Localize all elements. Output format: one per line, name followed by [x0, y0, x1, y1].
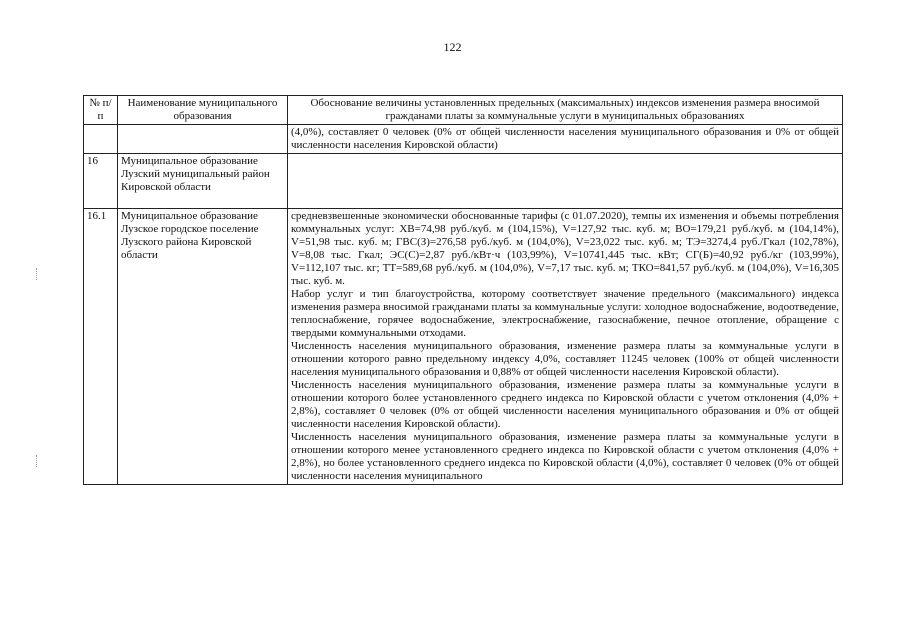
margin-mark — [36, 455, 43, 467]
table-row — [84, 209, 843, 485]
row-number: 16.1 — [84, 209, 118, 485]
row-number — [84, 125, 118, 154]
tariff-table — [83, 95, 843, 485]
justification-text — [288, 209, 843, 485]
table-body — [84, 125, 843, 485]
municipality-name — [118, 125, 288, 154]
justification-paragraph: Численность населения муниципального образования, изменение размера платы за коммунальные услуги в отношении которого более установленного среднего индекса по Кировской области с учетом отклонения (4,0% + 2,8%), составляет 0 человек (0% от общей численности населения муниципального образования и 0% от общей численности населения Кировской области). — [291, 379, 839, 430]
table-row — [84, 125, 843, 154]
justification-paragraph: Численность населения муниципального образования, изменение размера платы за коммунальные услуги в отношении которого равно предельному индексу 4,0%, составляет 11245 человек (100% от общей численности населения муниципального образования и 0,88% от общей численности населения Кировской области). — [291, 340, 839, 378]
justification-text — [288, 125, 843, 154]
municipality-name: Муниципальное образование Лузское городское поселение Лузского района Кировской области — [118, 209, 288, 485]
page-number: 122 — [443, 40, 462, 54]
margin-mark — [36, 268, 43, 280]
justification-paragraph: Численность населения муниципального образования, изменение размера платы за коммунальные услуги в отношении которого менее установленного среднего индекса по Кировской области с учетом отклонения (4,0% + 2,8%), но более установленного среднего индекса по Кировской области (4,0%), составляет 0 человек (0% от общей численности населения муниципального — [291, 431, 839, 482]
municipality-name: Муниципальное образование Лузский муниципальный район Кировской области — [118, 154, 288, 209]
row-number: 16 — [84, 154, 118, 209]
justification-paragraph: средневзвешенные экономически обоснованные тарифы (с 01.07.2020), темпы их изменения и объемы потребления коммунальных услуг: ХВ=74,98 руб./куб. м (104,15%), V=127,92 тыс. куб. м; ВО=179,21 руб./куб. м (104,14%), V=51,98 тыс. куб. м; ГВС(З)=276,58 руб./куб. м (104,0%), V=23,022 тыс. куб. м; ТЭ=3274,4 руб./Гкал (102,78%), V=8,08 тыс. Гкал; ЭС(С)=2,87 руб./кВт·ч (103,99%), V=10741,445 тыс. кВт; СГ(Б)=40,92 руб./кг (103,99%), V=112,107 тыс. кг; ТТ=589,68 руб./куб. м (104,0%), V=7,17 тыс. куб. м; ТКО=841,57 руб./куб. м (104,0%), V=16,305 тыс. куб. м. — [291, 210, 839, 287]
table-row — [84, 154, 843, 209]
justification-paragraph: (4,0%), составляет 0 человек (0% от общей численности населения муниципального образования и 0% от общей численности населения Кировской области) — [291, 126, 839, 151]
justification-text — [288, 154, 843, 209]
justification-paragraph: Набор услуг и тип благоустройства, которому соответствует значение предельного (максимального) индекса изменения размера вносимой гражданами платы за коммунальные услуги: холодное водоснабжение, водоотведение, теплоснабжение, горячее водоснабжение, электроснабжение, газоснабжение, печное отопление, обращение с твердыми коммунальными отходами. — [291, 288, 839, 339]
table-header-row — [84, 96, 843, 125]
header-number: № п/п — [84, 96, 118, 125]
header-municipality: Наименование муниципального образования — [118, 96, 288, 125]
header-justification: Обоснование величины установленных предельных (максимальных) индексов изменения размера вносимой гражданами платы за коммунальные услуги в муниципальных образованиях — [288, 96, 843, 125]
